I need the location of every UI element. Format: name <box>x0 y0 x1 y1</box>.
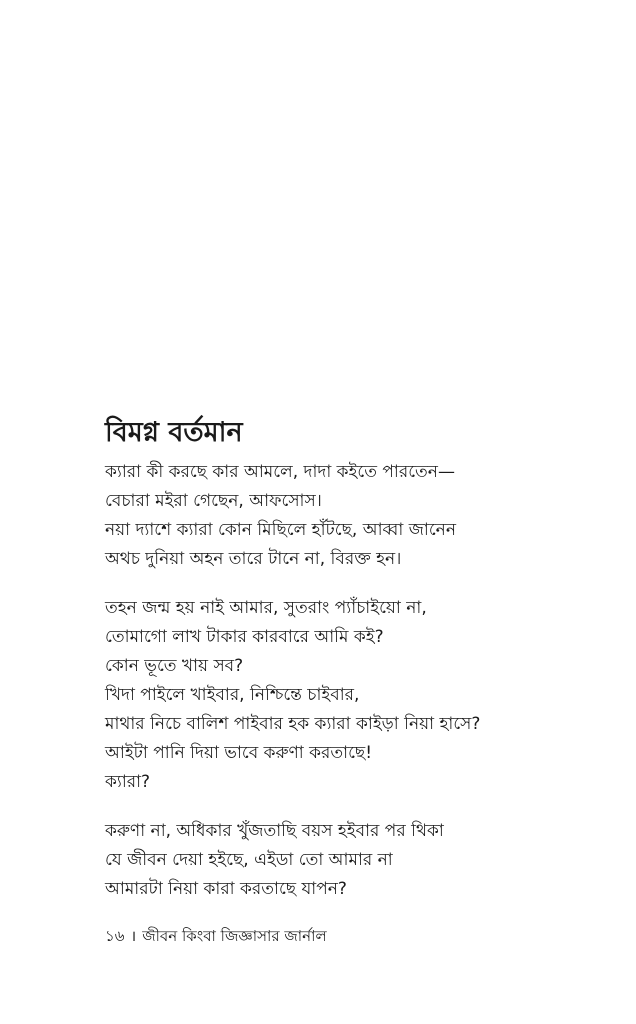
poem-line: করুণা না, অধিকার খুঁজতাছি বয়স হইবার পর থিকা <box>105 821 444 841</box>
stanza-3 <box>105 817 605 904</box>
footer-separator: । <box>130 927 137 945</box>
book-title: জীবন কিংবা জিজ্ঞাসার জার্নাল <box>142 927 327 945</box>
poem-line: মাথার নিচে বালিশ পাইবার হক ক্যারা কাইড়া নিয়া হাসে? <box>105 714 481 734</box>
poem-line: আমারটা নিয়া কারা করতাছে যাপন? <box>105 879 347 899</box>
poem <box>105 414 605 924</box>
poem-line: ক্যারা? <box>105 772 151 792</box>
poem-line: যে জীবন দেয়া হইছে, এইডা তো আমার না <box>105 850 393 870</box>
poem-title: বিমগ্ন বর্তমান <box>105 417 243 448</box>
stanza-2 <box>105 594 605 797</box>
poem-line: অথচ দুনিয়া অহন তারে টানে না, বিরক্ত হন। <box>105 549 402 569</box>
poem-line: তোমাগো লাখ টাকার কারবারে আমি কই? <box>105 627 384 647</box>
poem-line: তহন জন্ম হয় নাই আমার, সুতরাং প্যাঁচাইয়ো না, <box>105 598 427 618</box>
page-number: ১৬ <box>105 927 125 945</box>
poem-line: কোন ভূতে খায় সব? <box>105 656 244 676</box>
poem-line: ক্যারা কী করছে কার আমলে, দাদা কইতে পারতেন— <box>105 462 455 482</box>
page-footer <box>105 924 327 948</box>
poem-line: খিদা পাইলে খাইবার, নিশ্চিন্তে চাইবার, <box>105 685 360 705</box>
poem-line: নয়া দ্যাশে ক্যারা কোন মিছিলে হাঁটছে, আব্বা জানেন <box>105 520 456 540</box>
stanza-1 <box>105 458 605 574</box>
poem-line: আইটা পানি দিয়া ভাবে করুণা করতাছে! <box>105 743 373 763</box>
poem-line: বেচারা মইরা গেছেন, আফসোস। <box>105 491 322 511</box>
